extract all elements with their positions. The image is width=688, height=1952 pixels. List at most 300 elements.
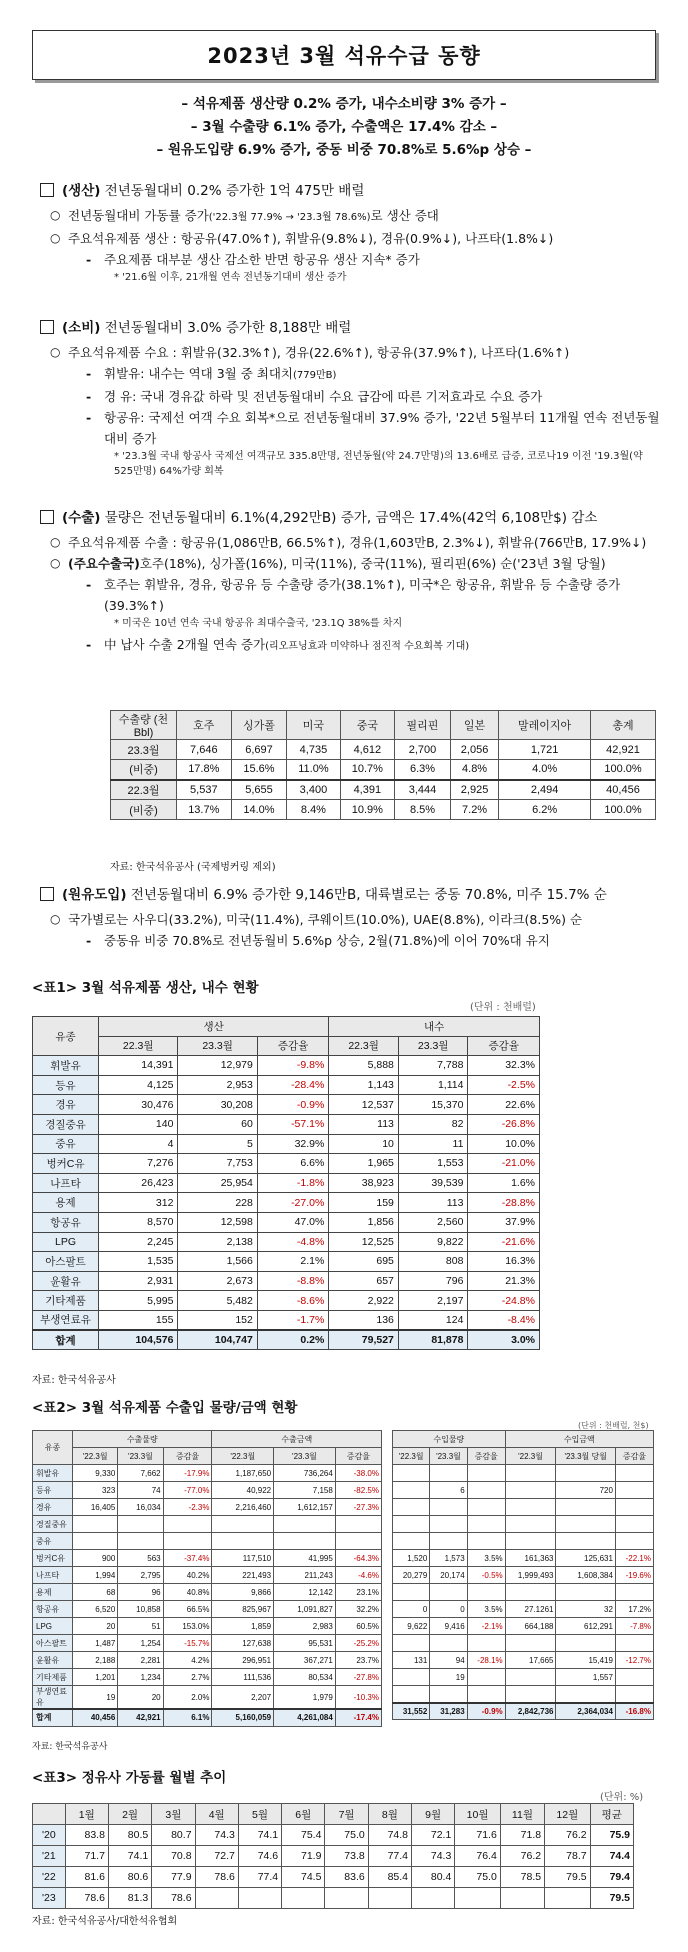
table-cell <box>556 1533 615 1550</box>
table-cell: 152 <box>178 1310 257 1330</box>
dash-text: 휘발유: 내수는 역대 3월 중 최대치 <box>104 366 294 381</box>
table-cell: 720 <box>556 1482 615 1499</box>
table-header-cell: 23.3월 <box>178 1036 257 1056</box>
table-row <box>393 1618 654 1635</box>
table-cell: 5,655 <box>231 780 287 800</box>
table-cell: 1,234 <box>118 1669 163 1686</box>
table-cell: -2.3% <box>163 1499 212 1516</box>
table-cell: 81.3 <box>108 1888 151 1909</box>
row-label: 23.3월 <box>111 740 177 760</box>
table-row <box>393 1516 654 1533</box>
table-row <box>33 1134 540 1154</box>
table-header-cell: 2월 <box>108 1804 151 1825</box>
table-cell: 77.4 <box>368 1846 411 1867</box>
table-row <box>33 1601 382 1618</box>
table-cell: 74.4 <box>590 1846 633 1867</box>
table-cell: 15.6% <box>231 760 287 780</box>
table-cell: 367,271 <box>274 1652 336 1669</box>
table-cell: 0 <box>430 1601 467 1618</box>
table-cell: 78.6 <box>65 1888 108 1909</box>
table-cell: 32 <box>556 1601 615 1618</box>
row-label: 용제 <box>33 1584 73 1601</box>
table-cell <box>118 1533 163 1550</box>
table-row <box>33 1095 540 1115</box>
table-cell <box>238 1888 281 1909</box>
table-cell <box>430 1516 467 1533</box>
table-cell <box>467 1584 505 1601</box>
table-header-cell: 증감율 <box>163 1448 212 1465</box>
table-cell: 3.0% <box>468 1330 540 1350</box>
table-cell <box>615 1499 653 1516</box>
table-cell: 74.3 <box>195 1825 238 1846</box>
table-cell: 0 <box>393 1601 430 1618</box>
total-row <box>33 1330 540 1350</box>
table-cell <box>467 1516 505 1533</box>
table-cell: 73.8 <box>325 1846 368 1867</box>
table-cell: 4,391 <box>340 780 395 800</box>
table-cell: 71.8 <box>500 1825 544 1846</box>
table-cell: 37.9% <box>468 1212 540 1232</box>
table-cell: -0.9% <box>257 1095 329 1115</box>
total-row <box>33 1709 382 1726</box>
table-header-cell: 싱가폴 <box>231 711 287 740</box>
table-cell: 131 <box>393 1652 430 1669</box>
table-cell: 16,405 <box>73 1499 118 1516</box>
table-header-cell: 9월 <box>412 1804 455 1825</box>
table-row <box>33 1482 382 1499</box>
table-row <box>111 740 656 760</box>
table-cell <box>335 1533 381 1550</box>
table1-unit: (단위 : 천배럴) <box>470 1002 536 1013</box>
table-cell: 76.2 <box>545 1825 591 1846</box>
table-cell: 10,858 <box>118 1601 163 1618</box>
table-cell: -9.8% <box>257 1056 329 1076</box>
table-cell: 2,281 <box>118 1652 163 1669</box>
table-cell: 2,931 <box>99 1271 178 1291</box>
table-header-cell: 12월 <box>545 1804 591 1825</box>
table-cell: 25,954 <box>178 1173 257 1193</box>
table-cell: 2,138 <box>178 1232 257 1252</box>
table-row <box>33 1075 540 1095</box>
table-header-cell: 미국 <box>287 711 340 740</box>
row-label: 휘발유 <box>33 1465 73 1482</box>
table-cell: 796 <box>398 1271 468 1291</box>
table-header-cell: 23.3월 <box>398 1036 468 1056</box>
table-cell: 72.7 <box>195 1846 238 1867</box>
table-row <box>111 800 656 820</box>
table-cell: 95,531 <box>274 1635 336 1652</box>
bullet-label: (주요수출국) <box>68 556 140 571</box>
table-cell <box>274 1516 336 1533</box>
row-label: 아스팔트 <box>33 1635 73 1652</box>
table-cell: 1,114 <box>398 1075 468 1095</box>
table-source: 자료: 한국석유공사 <box>32 1742 108 1752</box>
table-cell: 10 <box>329 1134 399 1154</box>
table-cell: 4,261,084 <box>274 1709 336 1726</box>
table-cell <box>430 1584 467 1601</box>
row-label: 중유 <box>33 1533 73 1550</box>
table-cell <box>430 1533 467 1550</box>
table-cell: 0.2% <box>257 1330 329 1350</box>
table-cell: 22.6% <box>468 1095 540 1115</box>
table-cell: -21.0% <box>468 1154 540 1174</box>
table-cell <box>335 1516 381 1533</box>
table-cell <box>615 1465 653 1482</box>
dash-item: - 경 유: 국내 경유값 하락 및 전년동월대비 수요 급감에 따른 기저효과로 수요 증가 <box>40 386 660 407</box>
table-cell: 664,188 <box>505 1618 556 1635</box>
table-cell: 1.6% <box>468 1173 540 1193</box>
table-cell <box>556 1686 615 1703</box>
table-cell: 76.4 <box>455 1846 501 1867</box>
table-cell <box>505 1584 556 1601</box>
table-cell: 7,276 <box>99 1154 178 1174</box>
dash-text: 中 납사 수출 2개월 연속 증가 <box>104 637 266 652</box>
footnote: * 미국은 10년 연속 국내 항공유 최대수출국, '23.1Q 38%를 차지 <box>114 618 403 629</box>
table-cell: 16.3% <box>468 1252 540 1272</box>
table-row <box>33 1056 540 1076</box>
dash-item: - 항공유: 국제선 여객 수요 회복*으로 전년동월대비 37.9% 증가, '22년 5월부터 11개월 연속 전년동월대비 증가 <box>40 407 660 449</box>
section-label: (원유도입) <box>62 887 127 903</box>
table-cell: 2.7% <box>163 1669 212 1686</box>
table-cell: -2.5% <box>468 1075 540 1095</box>
table-cell <box>430 1635 467 1652</box>
table-cell: 4,735 <box>287 740 340 760</box>
table-cell: 19 <box>73 1686 118 1710</box>
table-cell: 4.0% <box>499 760 591 780</box>
table-cell: 20 <box>73 1618 118 1635</box>
table-header-cell: '23.3월 당월 <box>556 1448 615 1465</box>
table-cell <box>393 1482 430 1499</box>
table-row <box>393 1567 654 1584</box>
table-header-cell: 수출량 (천Bbl) <box>111 711 177 740</box>
checkbox-square-icon <box>40 510 54 524</box>
table-cell: 20 <box>118 1686 163 1710</box>
table-header-cell: 7월 <box>325 1804 368 1825</box>
table-cell: 47.0% <box>257 1212 329 1232</box>
table-cell: 78.6 <box>195 1867 238 1888</box>
table-cell: 6,697 <box>231 740 287 760</box>
table-cell: -28.1% <box>467 1652 505 1669</box>
section-heading <box>40 318 660 339</box>
table-cell: 8.5% <box>395 800 451 820</box>
table-cell: -1.7% <box>257 1310 329 1330</box>
dash-note: (리오프닝효과 미약하나 점진적 수요회복 기대) <box>265 641 470 652</box>
table-cell: 30,476 <box>99 1095 178 1115</box>
table-cell: 32.2% <box>335 1601 381 1618</box>
table-cell: 70.8 <box>152 1846 195 1867</box>
table-cell: 7,753 <box>178 1154 257 1174</box>
row-label: 항공유 <box>33 1212 99 1232</box>
table-cell: 81.6 <box>65 1867 108 1888</box>
table-cell: 1,721 <box>499 740 591 760</box>
table-cell <box>615 1686 653 1703</box>
section-label: (수출) <box>62 510 101 526</box>
table-cell: 155 <box>99 1310 178 1330</box>
table-cell <box>615 1669 653 1686</box>
table-cell <box>212 1533 274 1550</box>
table-cell: 31,283 <box>430 1703 467 1720</box>
table-cell: 75.9 <box>590 1825 633 1846</box>
bullet <box>40 553 660 574</box>
table-cell: -8.8% <box>257 1271 329 1291</box>
table-cell: 125,631 <box>556 1550 615 1567</box>
table-cell: 100.0% <box>591 800 656 820</box>
table-header-cell: 8월 <box>368 1804 411 1825</box>
table-cell: -22.1% <box>615 1550 653 1567</box>
table-cell: 12,142 <box>274 1584 336 1601</box>
bullet: ○ 국가별로는 사우디(33.2%), 미국(11.4%), 쿠웨이트(10.0%), UAE(8.8%), 이라크(8.5%) 순 <box>40 909 660 930</box>
table-cell <box>467 1669 505 1686</box>
table-cell: -4.8% <box>257 1232 329 1252</box>
export-table-body <box>111 740 656 820</box>
table-cell: 2,207 <box>212 1686 274 1710</box>
table-cell <box>118 1516 163 1533</box>
table-cell: -17.9% <box>163 1465 212 1482</box>
table-cell: 12,525 <box>329 1232 399 1252</box>
table-cell: 5,995 <box>99 1291 178 1311</box>
table-cell: 31,552 <box>393 1703 430 1720</box>
section-text: 물량은 전년동월대비 6.1%(4,292만B) 증가, 금액은 17.4%(42억 6,108만$) 감소 <box>104 510 598 526</box>
table-cell <box>556 1499 615 1516</box>
row-label: 합계 <box>33 1330 99 1350</box>
import-amount-table <box>392 1430 654 1720</box>
table-row <box>33 1584 382 1601</box>
dash-note: (779만B) <box>293 370 337 381</box>
table-cell: 2,216,460 <box>212 1499 274 1516</box>
table-cell: 9,330 <box>73 1465 118 1482</box>
table-cell: 74.6 <box>238 1846 281 1867</box>
table-row <box>393 1669 654 1686</box>
bullet-note: ('22.3월 77.9% → '23.3월 78.6%) <box>208 212 371 223</box>
table-header-cell: '22.3월 <box>505 1448 556 1465</box>
table-cell: 80.7 <box>152 1825 195 1846</box>
table-cell <box>393 1533 430 1550</box>
row-label: 등유 <box>33 1482 73 1499</box>
table-cell <box>467 1482 505 1499</box>
table-cell: 94 <box>430 1652 467 1669</box>
table-cell: 71.9 <box>282 1846 325 1867</box>
table-cell <box>393 1584 430 1601</box>
table-row <box>33 1669 382 1686</box>
section-crude-import <box>40 885 660 951</box>
row-label: 부생연료유 <box>33 1686 73 1710</box>
table-cell: -0.5% <box>467 1567 505 1584</box>
table-cell: 825,967 <box>212 1601 274 1618</box>
table-cell <box>505 1499 556 1516</box>
table-cell <box>615 1482 653 1499</box>
table-cell: 21.3% <box>468 1271 540 1291</box>
table-cell: 9,822 <box>398 1232 468 1252</box>
table-cell: 23.7% <box>335 1652 381 1669</box>
table-header-cell: 유종 <box>33 1431 73 1465</box>
table-row <box>33 1846 634 1867</box>
table-cell: 13.7% <box>177 800 232 820</box>
table-cell: -28.8% <box>468 1193 540 1213</box>
table-cell <box>368 1888 411 1909</box>
table-header-cell: 내수 <box>329 1017 540 1037</box>
table2-left-body <box>33 1465 382 1727</box>
table-header-cell: '22.3월 <box>73 1448 118 1465</box>
table-cell: 78.7 <box>545 1846 591 1867</box>
table2-right-body <box>393 1465 654 1720</box>
summary-line: – 원유도입량 6.9% 증가, 중동 비중 70.8%로 5.6%p 상승 – <box>156 142 532 158</box>
table-cell: -15.7% <box>163 1635 212 1652</box>
table-header-cell: 4월 <box>195 1804 238 1825</box>
table-cell <box>393 1635 430 1652</box>
table-cell: 228 <box>178 1193 257 1213</box>
summary <box>0 93 688 162</box>
bullet-text: 전년동월대비 가동률 증가 <box>68 208 209 223</box>
table-row <box>393 1635 654 1652</box>
table-cell: -77.0% <box>163 1482 212 1499</box>
table-cell <box>274 1533 336 1550</box>
bullet: ○ 주요석유제품 생산 : 항공유(47.0%↑), 휘발유(9.8%↓), 경유(0.9%↓), 나프타(1.8%↓) <box>40 228 660 249</box>
dash-item: - 주요제품 대부분 생산 감소한 반면 항공유 생산 지속* 증가 <box>40 249 660 270</box>
table-header-cell: '22.3월 <box>212 1448 274 1465</box>
table-cell: 40,456 <box>73 1709 118 1726</box>
table-cell: -1.8% <box>257 1173 329 1193</box>
table-cell: -4.6% <box>335 1567 381 1584</box>
table-cell: 124 <box>398 1310 468 1330</box>
table-cell <box>615 1533 653 1550</box>
table-cell: -12.7% <box>615 1652 653 1669</box>
table-cell: 79.4 <box>590 1867 633 1888</box>
table-cell: 7,662 <box>118 1465 163 1482</box>
table-cell: 32.9% <box>257 1134 329 1154</box>
table-row <box>393 1533 654 1550</box>
section-text: 전년동월대비 3.0% 증가한 8,188만 배럴 <box>104 320 352 336</box>
table-cell: 3.5% <box>467 1601 505 1618</box>
row-label: 중유 <box>33 1134 99 1154</box>
table-cell: 1,859 <box>212 1618 274 1635</box>
table-cell: 296,951 <box>212 1652 274 1669</box>
production-consumption-table <box>32 1016 540 1350</box>
table-row <box>111 760 656 780</box>
table-row <box>33 1154 540 1174</box>
table-cell: 2,245 <box>99 1232 178 1252</box>
row-label: 경질중유 <box>33 1114 99 1134</box>
table-row <box>33 1193 540 1213</box>
table-row <box>33 1888 634 1909</box>
table-row <box>393 1465 654 1482</box>
row-label: 벙커C유 <box>33 1154 99 1174</box>
row-label: '23 <box>33 1888 66 1909</box>
table-cell: 85.4 <box>368 1867 411 1888</box>
section-consumption <box>40 318 660 479</box>
table-cell: 5,160,059 <box>212 1709 274 1726</box>
table-cell: 40.2% <box>163 1567 212 1584</box>
table-cell <box>412 1888 455 1909</box>
table-cell: 20,174 <box>430 1567 467 1584</box>
table-cell: -16.8% <box>615 1703 653 1720</box>
table-cell: 6,520 <box>73 1601 118 1618</box>
table-cell: 153.0% <box>163 1618 212 1635</box>
row-label: 22.3월 <box>111 780 177 800</box>
footnote: * '23.3월 국내 항공사 국제선 여객규모 335.8만명, 전년동월(약 24.7만명)의 13.6배로 급증, 코로나19 이전 '19.3월(약 525만명) 64%가량 회복 <box>114 451 643 477</box>
table-cell: 161,363 <box>505 1550 556 1567</box>
table-cell <box>393 1516 430 1533</box>
bullet: ○ 주요석유제품 수출 : 항공유(1,086만B, 66.5%↑), 경유(1,603만B, 2.3%↓), 휘발유(766만B, 17.9%↓) <box>40 532 660 553</box>
table-cell: 900 <box>73 1550 118 1567</box>
table-cell: -10.3% <box>335 1686 381 1710</box>
table-header-cell: 3월 <box>152 1804 195 1825</box>
row-label: 경질중유 <box>33 1516 73 1533</box>
footnote: * '21.6월 이후, 21개월 연속 전년동기대비 생산 증가 <box>114 272 347 283</box>
row-label: 나프타 <box>33 1173 99 1193</box>
table-cell <box>505 1465 556 1482</box>
bullet-text: 호주(18%), 싱가폴(16%), 미국(11%), 중국(11%), 필리핀(6%) 순('23년 3월 당월) <box>139 556 606 571</box>
table-cell <box>500 1888 544 1909</box>
table-header-cell: 6월 <box>282 1804 325 1825</box>
table-cell: 17.2% <box>615 1601 653 1618</box>
dash-item <box>40 634 660 657</box>
table-cell: 1,573 <box>430 1550 467 1567</box>
table-cell: 20,279 <box>393 1567 430 1584</box>
table-row <box>33 1232 540 1252</box>
table3-body <box>33 1825 634 1909</box>
table-cell: 30,208 <box>178 1095 257 1115</box>
table-row <box>33 1635 382 1652</box>
table-row <box>33 1291 540 1311</box>
table-cell: 1,535 <box>99 1252 178 1272</box>
table-cell: 211,243 <box>274 1567 336 1584</box>
table-cell: 1,187,650 <box>212 1465 274 1482</box>
table-row <box>393 1550 654 1567</box>
table-cell: 10.9% <box>340 800 395 820</box>
table-cell: -26.8% <box>468 1114 540 1134</box>
table-header-cell: 증감율 <box>335 1448 381 1465</box>
row-label: 아스팔트 <box>33 1252 99 1272</box>
table-cell: 2,842,736 <box>505 1703 556 1720</box>
table-cell: 8,570 <box>99 1212 178 1232</box>
table-row <box>33 1271 540 1291</box>
table-row <box>393 1652 654 1669</box>
bullet: ○ 주요석유제품 수요 : 휘발유(32.3%↑), 경유(22.6%↑), 항공유(37.9%↑), 나프타(1.6%↑) <box>40 342 660 363</box>
section-heading <box>40 885 660 906</box>
table-cell <box>505 1516 556 1533</box>
table-cell <box>430 1499 467 1516</box>
table-cell: 78.6 <box>152 1888 195 1909</box>
table-cell: -24.8% <box>468 1291 540 1311</box>
row-label: '20 <box>33 1825 66 1846</box>
table-cell: 76.2 <box>500 1846 544 1867</box>
table-cell: 1,999,493 <box>505 1567 556 1584</box>
table-cell: 79,527 <box>329 1330 399 1350</box>
table-cell: 1,612,157 <box>274 1499 336 1516</box>
table-header-cell: 유종 <box>33 1017 99 1056</box>
row-label: 용제 <box>33 1193 99 1213</box>
table-cell: 60 <box>178 1114 257 1134</box>
table-cell <box>505 1686 556 1703</box>
table-cell: 4 <box>99 1134 178 1154</box>
table-row <box>393 1601 654 1618</box>
table-cell: 6.2% <box>499 800 591 820</box>
table-cell: 39,539 <box>398 1173 468 1193</box>
table-cell: 74 <box>118 1482 163 1499</box>
table-cell: 312 <box>99 1193 178 1213</box>
section-heading <box>40 181 660 202</box>
table-cell: 3,400 <box>287 780 340 800</box>
table-cell: 221,493 <box>212 1567 274 1584</box>
table-cell <box>393 1465 430 1482</box>
table-cell: 83.6 <box>325 1867 368 1888</box>
table-cell: 74.8 <box>368 1825 411 1846</box>
table-cell: 12,598 <box>178 1212 257 1232</box>
table-cell: 657 <box>329 1271 399 1291</box>
row-label: 벙커C유 <box>33 1550 73 1567</box>
checkbox-square-icon <box>40 887 54 901</box>
table-cell: 2,922 <box>329 1291 399 1311</box>
